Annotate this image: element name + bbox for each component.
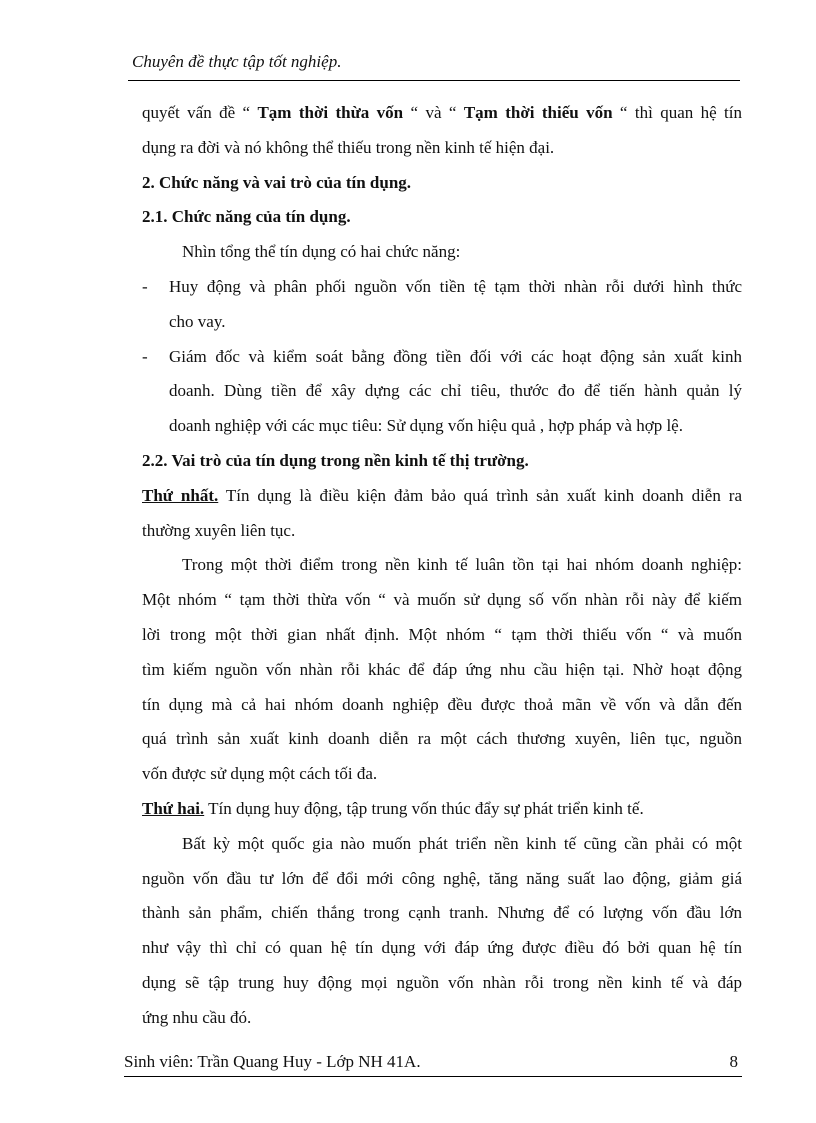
second-role-line-1 xyxy=(142,792,742,827)
document-body xyxy=(142,96,742,1036)
paragraph-2-line-2: Một nhóm “ tạm thời thừa vốn “ và muốn sử dụng số vốn nhàn rỗi này để kiếm xyxy=(142,590,742,610)
text-run: quyết vấn đề “ xyxy=(142,103,258,122)
first-role-line-2: thường xuyên liên tục. xyxy=(142,520,296,540)
lead-second: Thứ hai. xyxy=(142,798,205,818)
paragraph-3-line-5: dụng sẽ tập trung huy động mọi nguồn vốn nhàn rỗi trong nền kinh tế và đáp xyxy=(142,972,742,992)
bullet-2-line-3: doanh nghiệp với các mục tiêu: Sử dụng vốn hiệu quả , hợp pháp và hợp lệ. xyxy=(169,416,683,436)
paragraph-3-line-3: thành sản phẩm, chiến thắng trong cạnh tranh. Nhưng để có lượng vốn đầu lớn xyxy=(142,903,742,923)
page-footer xyxy=(124,1050,742,1077)
paragraph-2-line-1: Trong một thời điểm trong nền kinh tế luân tồn tại hai nhóm doanh nghiệp: xyxy=(182,555,742,575)
page-number: 8 xyxy=(729,1052,738,1071)
paragraph-2-line-6: quá trình sản xuất kinh doanh diễn ra một cách thương xuyên, liên tục, nguồn xyxy=(142,729,742,749)
section-heading-2-1: 2.1. Chức năng của tín dụng. xyxy=(142,207,351,227)
text-run: “ thì quan hệ tín xyxy=(612,103,742,122)
paragraph-3-line-1: Bất kỳ một quốc gia nào muốn phát triển nền kinh tế cũng cần phải có một xyxy=(182,833,742,853)
text-run: Tín dụng huy động, tập trung vốn thúc đẩy sự phát triển kinh tế. xyxy=(204,798,644,818)
section-heading-2: 2. Chức năng và vai trò của tín dụng. xyxy=(142,172,412,192)
bullet-text: Giám đốc và kiểm soát bằng đồng tiền đối với các hoạt động sản xuất kinh xyxy=(169,346,742,366)
text-run: “ và “ xyxy=(403,103,464,122)
lead-first: Thứ nhất. xyxy=(142,485,219,505)
first-role-line-1 xyxy=(142,479,742,514)
bullet-2-line-2: doanh. Dùng tiền để xây dựng các chỉ tiêu, thước đo để tiến hành quản lý xyxy=(169,381,742,401)
bullet-1-line-2: cho vay. xyxy=(169,311,226,331)
footer-student-info: Sinh viên: Trần Quang Huy - Lớp NH 41A. xyxy=(124,1052,421,1071)
header-title: Chuyên đề thực tập tốt nghiệp. xyxy=(132,52,342,71)
bold-term-surplus: Tạm thời thừa vốn xyxy=(257,103,404,122)
paragraph-2-line-3: lời trong một thời gian nhất định. Một nhóm “ tạm thời thiếu vốn “ và muốn xyxy=(142,624,742,644)
paragraph-3-line-6: ứng nhu cầu đó. xyxy=(142,1007,252,1027)
paragraph-3-line-4: như vậy thì chỉ có quan hệ tín dụng với đáp ứng được điều đó bởi quan hệ tín xyxy=(142,938,742,958)
text-run: Tín dụng là điều kiện đảm bảo quá trình sản xuất kinh doanh diễn ra xyxy=(218,485,742,505)
page-header xyxy=(128,50,740,81)
paragraph-2-line-4: tìm kiếm nguồn vốn nhàn rỗi khác để đáp ứng nhu cầu hiện tại. Nhờ hoạt động xyxy=(142,659,742,679)
paragraph-2-line-5: tín dụng mà cả hai nhóm doanh nghiệp đều được thoả mãn về vốn và dẫn đến xyxy=(142,694,742,714)
paragraph-1-line-2: dụng ra đời và nó không thể thiếu trong nền kinh tế hiện đại. xyxy=(142,137,555,157)
paragraph-3-line-2: nguồn vốn đầu tư lớn để đổi mới công nghệ, tăng năng suất lao động, giảm giá xyxy=(142,868,742,888)
paragraph-2-line-7: vốn được sử dụng một cách tối đa. xyxy=(142,764,378,784)
bullet-2-line-1 xyxy=(142,340,742,375)
bold-term-deficit: Tạm thời thiếu vốn xyxy=(463,103,613,122)
paragraph-1-line-1 xyxy=(142,96,742,131)
bullet-dash: - xyxy=(142,276,148,296)
bullet-1-line-1 xyxy=(142,270,742,305)
bullet-text: Huy động và phân phối nguồn vốn tiền tệ tạm thời nhàn rỗi dưới hình thức xyxy=(169,276,742,296)
bullet-dash: - xyxy=(142,346,148,366)
section-heading-2-2: 2.2. Vai trò của tín dụng trong nền kinh tế thị trường. xyxy=(142,450,529,470)
intro-line: Nhìn tổng thể tín dụng có hai chức năng: xyxy=(182,242,461,262)
